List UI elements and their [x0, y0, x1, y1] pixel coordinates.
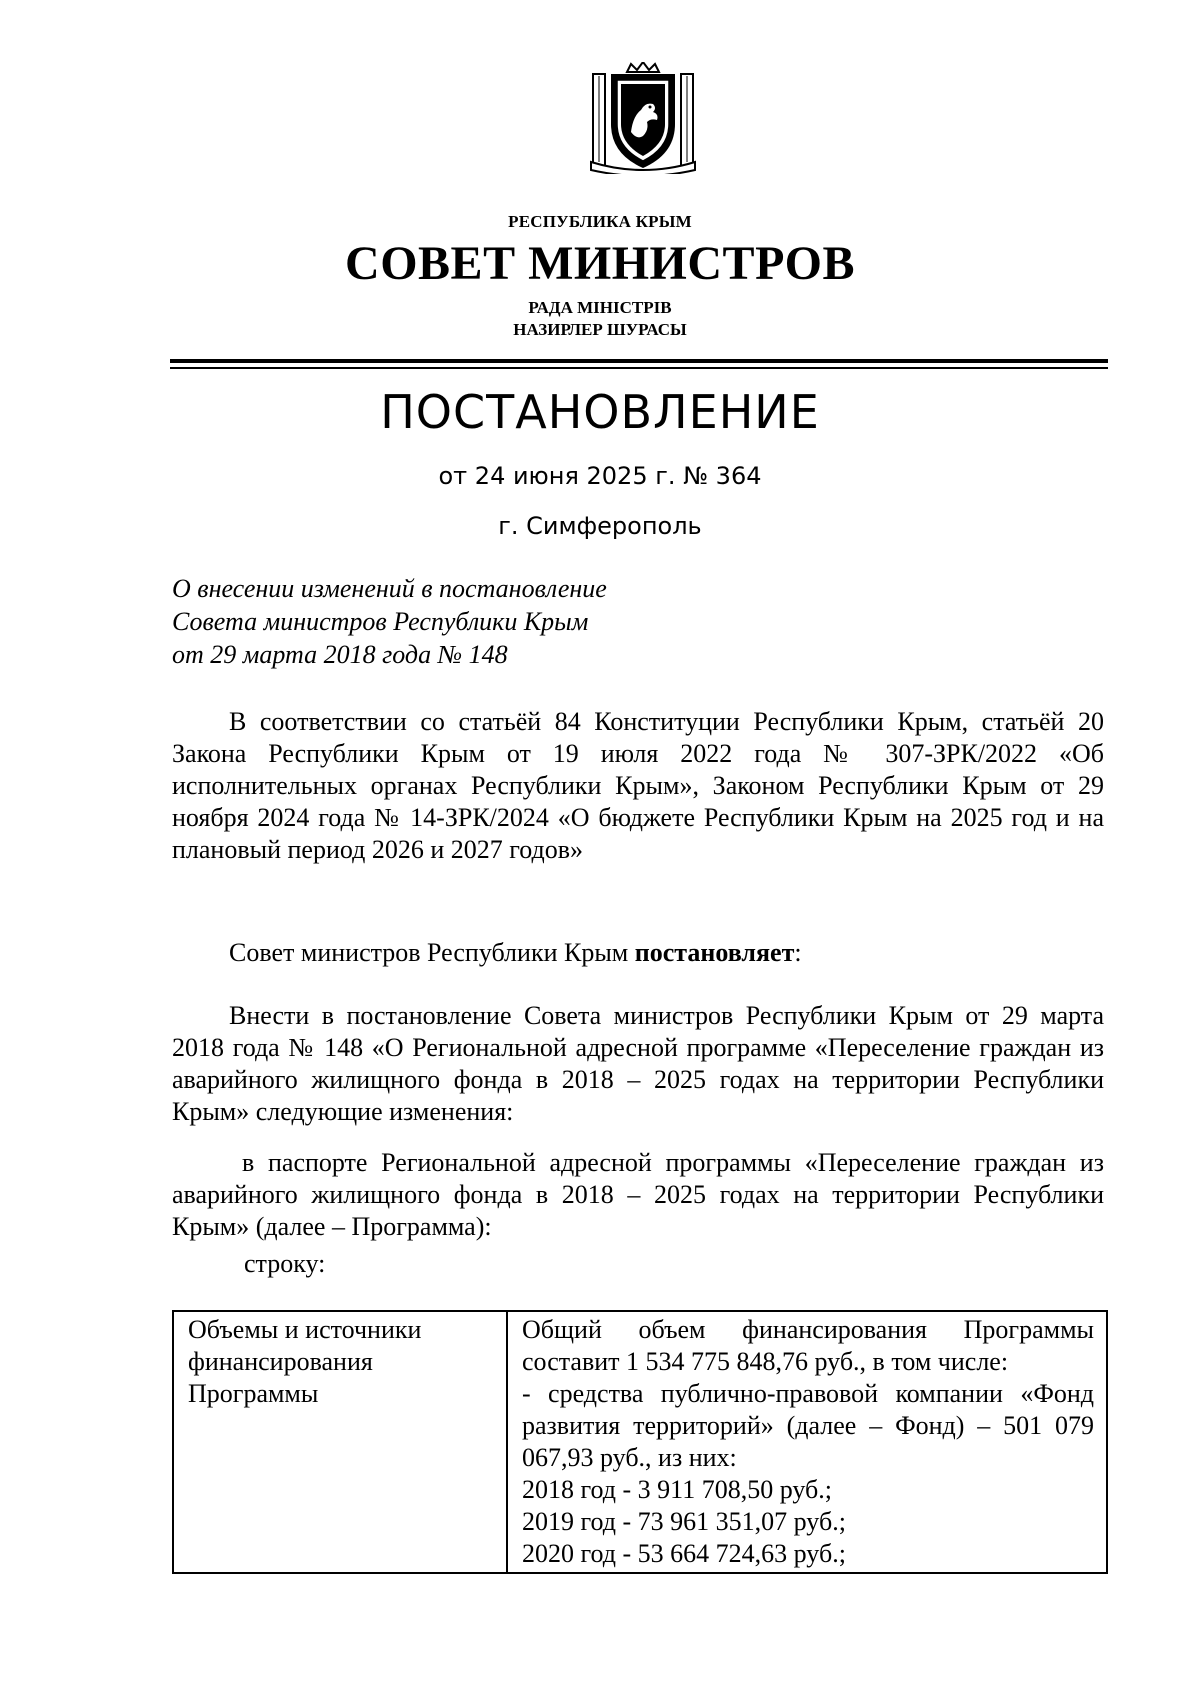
financing-year: 2018 год - 3 911 708,50 руб.; [522, 1475, 832, 1504]
document-date-number: от 24 июня 2025 г. № 364 [438, 462, 762, 490]
cell-line: Объемы и источники [188, 1315, 422, 1344]
financing-fund: - средства публично-правовой компании «Фонд развития территорий» (далее – Фонд) – 501 079 067,93 руб., из них: [522, 1379, 1094, 1472]
row-label: строку: [244, 1249, 326, 1278]
financing-total: Общий объем финансирования Программы составит 1 534 775 848,76 руб., в том числе: [522, 1315, 1094, 1376]
legal-basis-paragraph: В соответствии со статьёй 84 Конституции Республики Крым, статьёй 20 Закона Республики Крым от 19 июля 2022 года № 307-ЗРК/2022 «Об исполнительных органах Республики Крым», Законом Республики Крым от 29 ноября 2024 года № 14-ЗРК/2024 «О бюджете Республики Крым на 2025 год и на плановый период 2026 и 2027 годов» [172, 707, 1104, 864]
council-name-ukrainian: РАДА МІНІСТРІВ [528, 298, 672, 317]
region-name: РЕСПУБЛИКА КРЫМ [508, 212, 692, 231]
council-name: СОВЕТ МИНИСТРОВ [345, 237, 855, 290]
program-passport-paragraph: в паспорте Региональной адресной программы «Переселение граждан из аварийного жилищного фонда в 2018 – 2025 годах на территории Республики Крым» (далее – Программа): [172, 1148, 1104, 1241]
financing-year: 2019 год - 73 961 351,07 руб.; [522, 1507, 846, 1536]
subject-line: О внесении изменений в постановление [172, 574, 607, 603]
crimea-coat-of-arms-icon [587, 62, 699, 174]
document-city: г. Симферополь [498, 512, 702, 540]
resolution-text: Совет министров Республики Крым [229, 938, 635, 967]
resolution-paragraph [172, 937, 1104, 969]
table-cell-value [507, 1311, 1107, 1573]
table-row [173, 1311, 1107, 1573]
document-subject [172, 572, 607, 671]
cell-line: финансирования [188, 1347, 373, 1376]
council-name-crimean-tatar: НАЗИРЛЕР ШУРАСЫ [513, 320, 687, 339]
table-cell-label [173, 1311, 507, 1573]
header-divider-thick [170, 359, 1108, 363]
resolution-colon: : [794, 938, 802, 967]
subject-line: от 29 марта 2018 года № 148 [172, 640, 508, 669]
financing-year: 2020 год - 53 664 724,63 руб.; [522, 1539, 846, 1568]
header-divider-thin [170, 367, 1108, 369]
document-type: ПОСТАНОВЛЕНИЕ [380, 385, 820, 439]
resolution-keyword: постановляет [634, 938, 795, 967]
financing-table [172, 1310, 1108, 1574]
amendment-paragraph: Внести в постановление Совета министров Республики Крым от 29 марта 2018 года № 148 «О Региональной адресной программе «Переселение граждан из аварийного жилищного фонда в 2018 – 2025 годах на территории Республики Крым» следующие изменения: [172, 1001, 1104, 1126]
subject-line: Совета министров Республики Крым [172, 607, 589, 636]
cell-line: Программы [188, 1379, 319, 1408]
